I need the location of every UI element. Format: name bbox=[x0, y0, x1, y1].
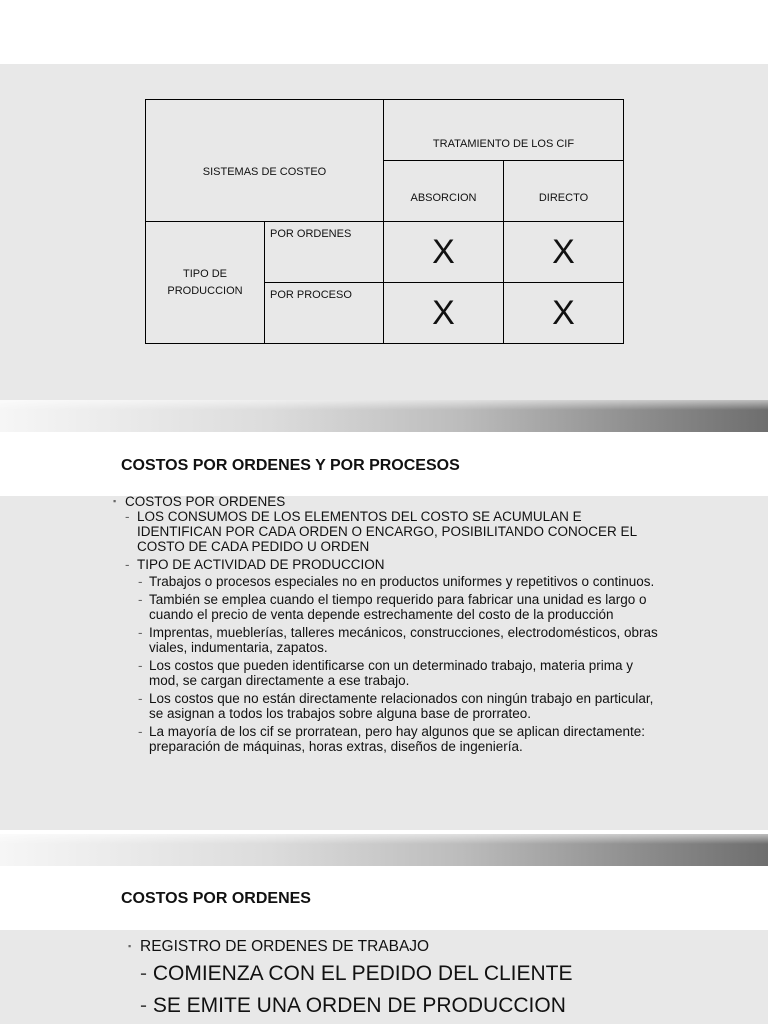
list-item: - La mayoría de los cif se prorratean, pero hay algunos que se aplican directamente: preparación de máquinas, horas extras, diseños de ingeniería. bbox=[149, 724, 659, 755]
row-group-label: TIPO DE PRODUCCION bbox=[167, 267, 243, 297]
sub-consumos: - LOS CONSUMOS DE LOS ELEMENTOS DEL COSTO SE ACUMULAN E IDENTIFICAN POR CADA ORDEN O ENCARGO, POSIBILITANDO CONOCER EL COSTO DE CADA PEDIDO U ORDEN bbox=[137, 509, 665, 554]
cell-proceso-directo: X bbox=[504, 283, 624, 344]
list-item: - Trabajos o procesos especiales no en productos uniformes y repetitivos o continuos. bbox=[149, 574, 659, 590]
col-absorcion-cell bbox=[384, 161, 504, 222]
bullet-costos-por-ordenes: ▪ COSTOS POR ORDENES bbox=[125, 494, 665, 509]
costing-systems-table bbox=[145, 99, 624, 344]
list-item: - Los costos que no están directamente relacionados con ningún trabajo en particular, se asignan a todos los trabajos sobre alguna base de prorrateo. bbox=[149, 691, 659, 722]
row-ordenes-cell bbox=[265, 222, 384, 283]
col-absorcion: ABSORCION bbox=[410, 191, 477, 204]
cell-proceso-absorcion: X bbox=[384, 283, 504, 344]
col-directo-cell bbox=[504, 161, 624, 222]
sub-comienza-text: COMIENZA CON EL PEDIDO DEL CLIENTE bbox=[152, 962, 573, 985]
header-systems-cell bbox=[146, 100, 384, 222]
cell-ordenes-absorcion: X bbox=[384, 222, 504, 283]
header-systems: SISTEMAS DE COSTEO bbox=[202, 165, 327, 178]
row-ordenes-label: POR ORDENES bbox=[270, 228, 352, 240]
header-treatment: TRATAMIENTO DE LOS CIF bbox=[432, 138, 575, 150]
bullet-registro-text: REGISTRO DE ORDENES DE TRABAJO bbox=[140, 938, 430, 955]
bullet-square-icon: ▪ bbox=[128, 941, 132, 951]
bullet-registro bbox=[128, 938, 430, 956]
sub-emite-text: SE EMITE UNA ORDEN DE PRODUCCION bbox=[152, 994, 566, 1017]
row-proceso-label: POR PROCESO bbox=[270, 289, 352, 301]
slide-separator-bar bbox=[0, 400, 768, 432]
slide-2-content bbox=[125, 494, 665, 757]
list-item: - Los costos que pueden identificarse con un determinado trabajo, materia prima y mod, se cargan directamente a ese trabajo. bbox=[149, 658, 659, 689]
activity-list bbox=[149, 574, 659, 755]
slide-separator-bar bbox=[0, 834, 768, 866]
col-directo: DIRECTO bbox=[538, 191, 589, 204]
header-treatment-cell bbox=[384, 100, 624, 161]
cell-ordenes-directo: X bbox=[504, 222, 624, 283]
row-group-cell bbox=[146, 222, 265, 344]
list-item: - Imprentas, mueblerías, talleres mecánicos, construcciones, electrodomésticos, obras viales, indumentaria, zapatos. bbox=[149, 625, 659, 656]
row-proceso-cell bbox=[265, 283, 384, 344]
slide-3-title: COSTOS POR ORDENES bbox=[121, 890, 311, 907]
slide-2-title: COSTOS POR ORDENES Y POR PROCESOS bbox=[121, 457, 460, 474]
sub-tipo-actividad: - TIPO DE ACTIVIDAD DE PRODUCCION bbox=[137, 557, 665, 572]
list-item: - También se emplea cuando el tiempo requerido para fabricar una unidad es largo o cuando el precio de venta depende estrechamente del costo de la producción bbox=[149, 592, 659, 623]
sub-comienza: - COMIENZA CON EL PEDIDO DEL CLIENTE bbox=[140, 962, 573, 985]
sub-emite: - SE EMITE UNA ORDEN DE PRODUCCION bbox=[140, 994, 566, 1017]
